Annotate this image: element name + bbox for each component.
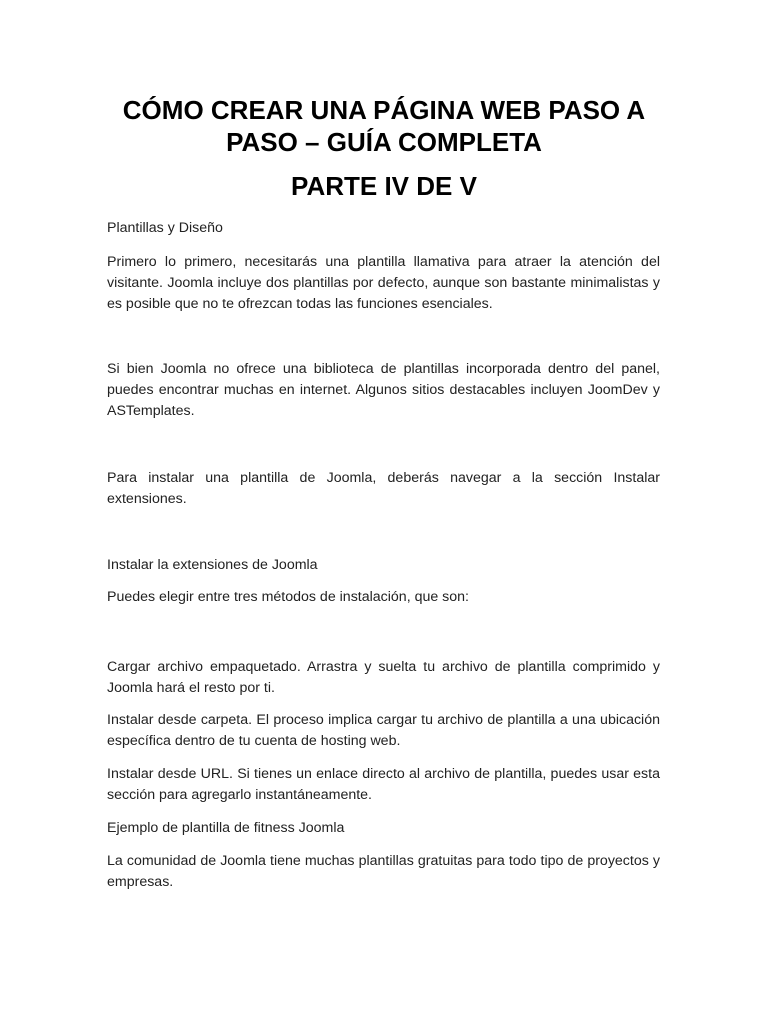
paragraph: La comunidad de Joomla tiene muchas plantillas gratuitas para todo tipo de proyectos y empresas. — [107, 853, 660, 890]
paragraph: Para instalar una plantilla de Joomla, deberás navegar a la sección Instalar extensiones. — [107, 470, 660, 507]
paragraph: Puedes elegir entre tres métodos de instalación, que son: — [107, 589, 470, 605]
page-title: CÓMO CREAR UNA PÁGINA WEB PASO A PASO – GUÍA COMPLETA — [122, 95, 646, 157]
paragraph: Cargar archivo empaquetado. Arrastra y suelta tu archivo de plantilla comprimido y Joomla hará el resto por ti. — [107, 659, 660, 696]
section-heading-ejemplo: Ejemplo de plantilla de fitness Joomla — [107, 820, 345, 836]
paragraph: Primero lo primero, necesitarás una plantilla llamativa para atraer la atención del visitante. Joomla incluye dos plantillas por defecto, aunque son bastante minimalistas y es posible que no te ofrezcan todas las funciones esenciales. — [107, 254, 660, 312]
paragraph: Si bien Joomla no ofrece una biblioteca de plantillas incorporada dentro del panel, puedes encontrar muchas en internet. Algunos sitios destacables incluyen JoomDev y ASTemplates. — [107, 361, 660, 419]
section-heading-instalar: Instalar la extensiones de Joomla — [107, 557, 318, 573]
section-heading-plantillas: Plantillas y Diseño — [107, 220, 223, 236]
page-subtitle: PARTE IV DE V — [291, 171, 477, 201]
paragraph: Instalar desde URL. Si tienes un enlace directo al archivo de plantilla, puedes usar esta sección para agregarlo instantáneamente. — [107, 766, 660, 803]
paragraph: Instalar desde carpeta. El proceso implica cargar tu archivo de plantilla a una ubicación específica dentro de tu cuenta de hosting web. — [107, 712, 660, 749]
